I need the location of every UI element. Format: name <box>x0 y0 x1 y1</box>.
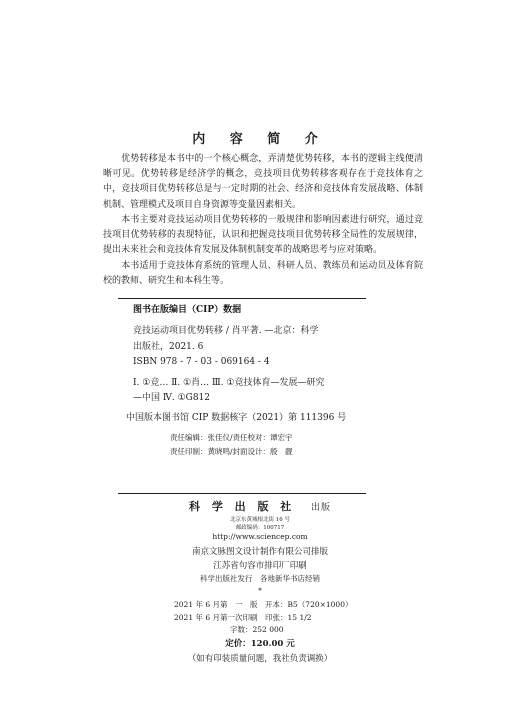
cip-bottom-rule <box>118 493 366 494</box>
printer: 江苏省句容市排印厂印刷 <box>213 561 307 571</box>
publisher-ban-label: 出版 <box>310 503 331 513</box>
cip-isbn: ISBN 978 - 7 - 03 - 069164 - 4 <box>133 357 270 367</box>
cip-heading: 图书在版编目（CIP）数据 <box>133 305 242 315</box>
impression-info: 2021 年 6 月第一次印刷 印张：15 1/2 <box>174 613 312 622</box>
intro-paragraph-2 <box>103 213 423 259</box>
edition-info: 2021 年 6 月第 一 版 开本：B5（720×1000） <box>174 600 353 609</box>
price: 定价：120.00 元 <box>225 639 295 649</box>
distribution: 科学出版社发行 各地新华书店经销 <box>200 574 320 583</box>
intro-paragraph-3 <box>103 259 423 289</box>
publisher-logo <box>0 498 520 514</box>
cip-top-rule <box>118 298 366 299</box>
typesetter: 南京文脉图文设计制作有限公司排版 <box>191 547 328 557</box>
intro-paragraph-3-text: 本书适用于竞技体育系统的管理人员、科研人员、教练员和运动员及体育院校的教师、研究生和本科生等。 <box>103 261 423 287</box>
quality-notice: （如有印装质量问题，我社负责调换） <box>187 654 333 664</box>
intro-paragraph-1 <box>103 152 423 213</box>
publisher-logo-text: 科 学 出 版 社 <box>188 500 296 513</box>
credits-line-1: 责任编辑：张佳仪/责任校对：谭宏宇 <box>170 433 293 442</box>
cip-line-4: Ⅰ. ①竞… Ⅱ. ①肖… Ⅲ. ①竞技体育—发展—研究 <box>133 378 325 388</box>
cip-line-1: 竞技运动项目优势转移 / 肖平著. —北京：科学 <box>133 326 319 336</box>
publisher-postcode: 邮政编码：100717 <box>235 525 285 531</box>
credits-line-2: 责任印制：黄晓鸣/封面设计：殷 靓 <box>170 447 293 456</box>
publisher-address: 北京东黄城根北街 16 号 <box>230 517 290 523</box>
intro-paragraph-2-text: 本书主要对竞技运动项目优势转移的一般规律和影响因素进行研究，通过竞技项目优势转移的表现特征，认识和把握竞技项目优势转移全局性的发展规律，提出未来社会和竞技体育发展及体制机制变革的战略思考与应对策略。 <box>103 215 423 256</box>
separator-star: * <box>258 586 262 595</box>
publisher-website: http://www.sciencep.com <box>212 532 308 541</box>
cip-line-2: 出版社，2021. 6 <box>133 342 204 352</box>
cip-line-5: —中国 Ⅳ. ①G812 <box>133 393 211 403</box>
intro-paragraph-1-text: 优势转移是本书中的一个核心概念，弄清楚优势转移，本书的逻辑主线便清晰可见。优势转移是经济学的概念，竞技项目优势转移客观存在于竞技体育之中，竞技项目优势转移总是与一定时期的社会、经济和竞技体育发展战略、体制机制、管理模式及项目自身资源等变量因素相关。 <box>103 154 423 210</box>
word-count: 字数：252 000 <box>230 625 284 634</box>
cip-record-number: 中国版本图书馆 CIP 数据核字（2021）第 111396 号 <box>126 413 347 423</box>
intro-title: 内 容 简 介 <box>192 132 328 147</box>
